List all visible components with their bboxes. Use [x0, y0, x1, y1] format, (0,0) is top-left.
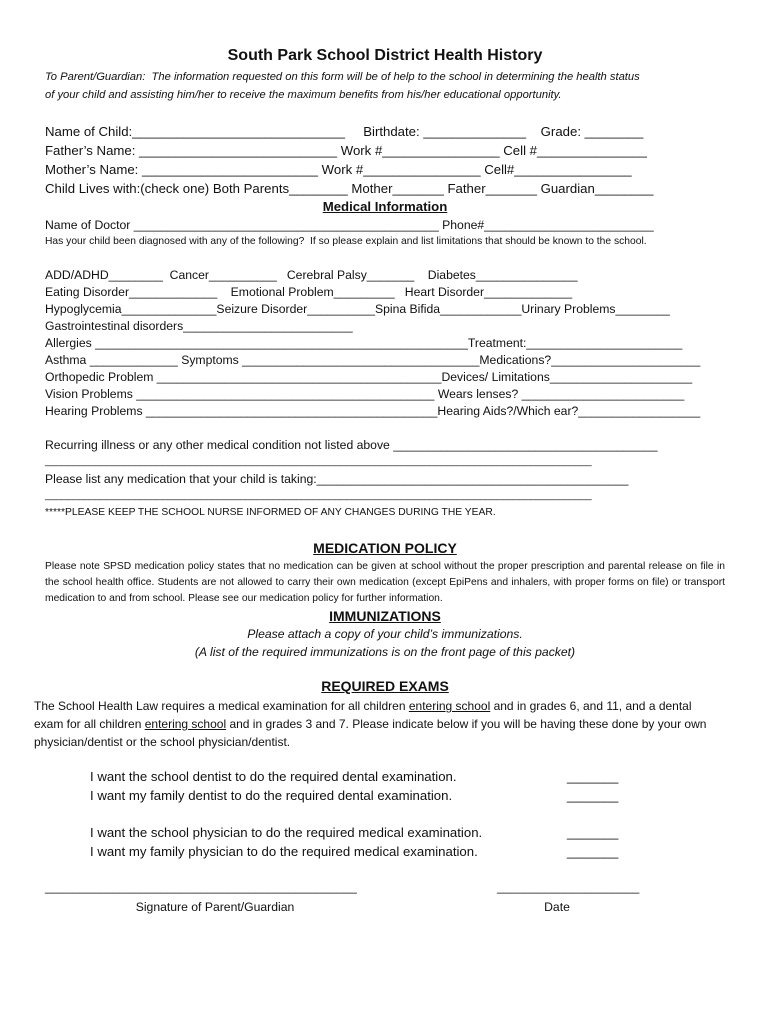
date-line[interactable]: _____________________: [497, 880, 640, 894]
medication-field[interactable]: Please list any medication that your child is taking:______________________________________________: [45, 472, 629, 486]
condition-row[interactable]: Allergies _______________________________________________________Treatment:_______________________: [45, 336, 683, 350]
medication-policy-heading: MEDICATION POLICY: [313, 540, 457, 556]
recurring-illness-blank[interactable]: __________________________________________________________________________________________________: [45, 456, 592, 467]
school-dentist-option: I want the school dentist to do the required dental examination.: [90, 769, 457, 784]
school-dentist-blank[interactable]: _______: [567, 769, 619, 784]
immunizations-heading: IMMUNIZATIONS: [329, 608, 441, 624]
medication-policy-text: Please note SPSD medication policy states that no medication can be given at school without the proper prescription and parental release on file in the school health office. Students are not allowed to carry their own medication (except EpiPens and inhalers, with proper forms on file) or transport medication to and from school. Please see our medication policy for further information.: [45, 561, 725, 604]
diagnosed-question: Has your child been diagnosed with any of the following? If so please explain and list limitations that should be known to the school.: [45, 236, 647, 247]
immunizations-line-1: Please attach a copy of your child’s immunizations.: [247, 627, 523, 641]
condition-row[interactable]: Gastrointestinal disorders_________________________: [45, 319, 353, 333]
family-physician-option: I want my family physician to do the required medical examination.: [90, 844, 478, 859]
page-title: South Park School District Health History: [227, 47, 543, 64]
doctor-field[interactable]: Name of Doctor _____________________________________________ Phone#_________________________: [45, 218, 654, 232]
child-name-field[interactable]: Name of Child:_____________________________ Birthdate: ______________ Grade: ________: [45, 124, 644, 139]
family-physician-blank[interactable]: _______: [567, 844, 619, 859]
date-label: Date: [544, 900, 570, 914]
recurring-illness-field[interactable]: Recurring illness or any other medical condition not listed above _______________________________________: [45, 438, 658, 452]
mother-name-field[interactable]: Mother’s Name: ________________________ Work #________________ Cell#________________: [45, 162, 632, 177]
intro-line-1: To Parent/Guardian: The information requested on this form will be of help to the school in determining the health status: [45, 71, 640, 83]
medication-blank[interactable]: __________________________________________________________________________________________________: [45, 490, 592, 501]
father-name-field[interactable]: Father’s Name: ___________________________ Work #________________ Cell #_______________: [45, 143, 648, 158]
signature-line[interactable]: ______________________________________________: [45, 880, 357, 894]
nurse-notice: *****PLEASE KEEP THE SCHOOL NURSE INFORMED OF ANY CHANGES DURING THE YEAR.: [45, 507, 496, 518]
condition-row[interactable]: ADD/ADHD________ Cancer__________ Cerebral Palsy_______ Diabetes_______________: [45, 268, 578, 282]
school-physician-option: I want the school physician to do the required medical examination.: [90, 825, 483, 840]
medical-info-heading: Medical Information: [322, 199, 448, 214]
family-dentist-option: I want my family dentist to do the required dental examination.: [90, 788, 453, 803]
condition-row[interactable]: Hypoglycemia______________Seizure Disorder__________Spina Bifida____________Urinary Problems________: [45, 302, 670, 316]
school-physician-blank[interactable]: _______: [567, 825, 619, 840]
condition-row[interactable]: Orthopedic Problem __________________________________________Devices/ Limitations_____________________: [45, 370, 693, 384]
immunizations-line-2: (A list of the required immunizations is on the front page of this packet): [194, 645, 576, 659]
required-exams-heading: REQUIRED EXAMS: [321, 678, 449, 694]
required-exams-text: The School Health Law requires a medical examination for all children entering school and in grades 6, and 11, and a dental exam for all children entering school and in grades 3 and 7. Please indicate below if you will be having these done by your own physician/dentist or the school physician/dentist.: [34, 699, 707, 749]
condition-row[interactable]: Hearing Problems ___________________________________________Hearing Aids?/Which ear?__________________: [45, 404, 701, 418]
family-dentist-blank[interactable]: _______: [567, 788, 619, 803]
intro-line-2: of your child and assisting him/her to receive the maximum benefits from his/her educational opportunity.: [45, 89, 562, 101]
condition-row[interactable]: Vision Problems ____________________________________________ Wears lenses? ________________________: [45, 387, 685, 401]
condition-row[interactable]: Asthma _____________ Symptoms ___________________________________Medications?______________________: [45, 353, 701, 367]
condition-row[interactable]: Eating Disorder_____________ Emotional Problem_________ Heart Disorder_____________: [45, 285, 573, 299]
child-lives-with-field[interactable]: Child Lives with:(check one) Both Parents________ Mother_______ Father_______ Guardian________: [45, 181, 654, 196]
signature-label: Signature of Parent/Guardian: [135, 900, 295, 914]
